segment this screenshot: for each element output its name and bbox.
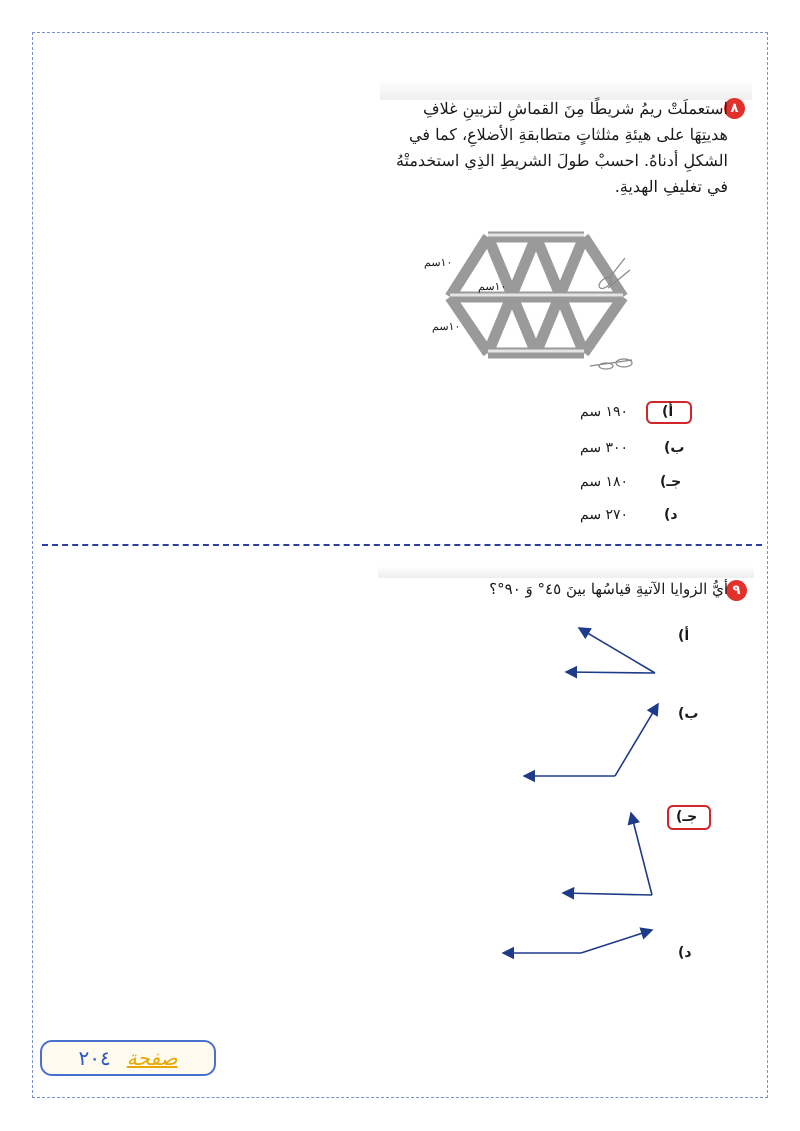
- q8-option-c-value[interactable]: ١٨٠ سم: [580, 474, 629, 490]
- section-divider: [42, 544, 762, 546]
- ribbon-right-lower: [584, 297, 623, 353]
- question-8-line-2: هديتِهَا على هيئةِ مثلثاتٍ متطابقةِ الأضلاعِ، كما في: [409, 125, 728, 144]
- angle-option-b: [524, 704, 658, 776]
- q8-option-a-value[interactable]: ١٩٠ سم: [580, 404, 629, 420]
- angle-option-d: [503, 930, 652, 953]
- question-8-line-1: استعملَتْ ريمُ شريطًا مِنَ القماشِ لتزيينِ غلافِ: [423, 99, 728, 118]
- q9-option-c-label[interactable]: جـ): [676, 809, 698, 825]
- angle-diagrams: [503, 628, 658, 953]
- figure-label-top: ١٠سم: [424, 256, 453, 269]
- page-number-badge: [40, 1040, 216, 1076]
- q8-option-c-label[interactable]: جـ): [660, 474, 682, 490]
- q8-option-b-label[interactable]: ب): [664, 440, 685, 456]
- page-label: صفحة: [126, 1046, 178, 1070]
- figure-label-left: ١٠سم: [432, 320, 461, 333]
- figure-label-middle: ١٠سم: [478, 280, 507, 293]
- q9-option-d-label[interactable]: د): [678, 945, 692, 961]
- question-8-number-badge: ٨: [724, 98, 745, 119]
- question-9-text: أيُّ الزوايا الآتيةِ قياسُها بينَ ٤٥° وَ ٩٠°؟: [489, 580, 728, 598]
- page-number: ٢٠٤: [78, 1046, 111, 1070]
- question-8-line-3: الشكلِ أدناهُ. احسبْ طولَ الشريطِ الذِي استخدمتْهُ: [395, 151, 728, 170]
- q9-option-a-label[interactable]: أ): [678, 628, 690, 644]
- q8-option-b-value[interactable]: ٣٠٠ سم: [580, 440, 629, 456]
- q8-option-a-label[interactable]: أ): [662, 404, 674, 420]
- angle-option-a: [566, 628, 655, 673]
- q8-option-d-label[interactable]: د): [664, 507, 678, 523]
- q9-option-b-label[interactable]: ب): [678, 706, 699, 722]
- angle-option-c: [563, 813, 652, 895]
- question-9-number-badge: ٩: [726, 580, 747, 601]
- question-8-line-4: في تغليفِ الهديةِ.: [614, 177, 728, 196]
- q8-option-d-value[interactable]: ٢٧٠ سم: [580, 507, 629, 523]
